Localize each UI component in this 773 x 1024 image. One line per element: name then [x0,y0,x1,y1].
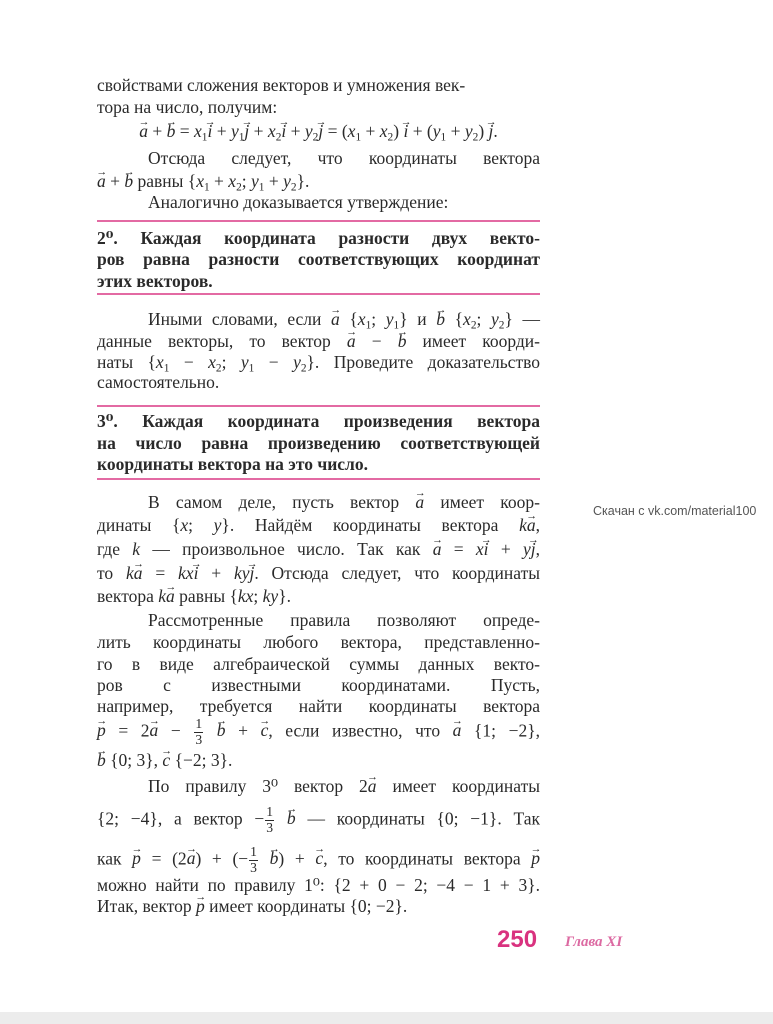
line-24 [97,653,540,675]
text-run: . [493,121,498,141]
subscript: 2 [215,362,222,375]
subscript: 1 [203,181,210,194]
vector-i: i → [484,541,489,559]
vector-a: a → [347,333,356,351]
text-run: + [198,563,234,583]
text-run: ; [188,515,214,535]
math-variable [155,352,170,375]
theorem-3-line-1 [97,410,540,432]
vector-p: p → [531,850,540,868]
vector-a: a → [453,722,462,740]
vector-c: c → [315,850,323,868]
text-run: , [535,539,540,559]
line-32 [97,874,540,896]
subscript: 2 [498,319,505,332]
text-run: {2; −4}, а вектор − [97,808,265,829]
variable-name: y [385,309,394,329]
text-run: } — [504,309,540,329]
theorem-2-bottom-rule [97,293,540,295]
variable-name: y [304,121,313,141]
text-run: самостоятельно. [97,372,220,392]
variable-name: kx [178,563,194,583]
text-run: = [441,539,476,559]
math-variable [293,352,307,375]
fraction-denominator: 3 [266,819,274,835]
line-21 [97,585,540,607]
vector-a: a → [97,173,106,191]
vector-j: j → [244,123,249,141]
theorem-2-top-rule [97,220,540,222]
subscript: 1 [258,181,265,194]
text-run: , [535,515,540,535]
theorem-3-top-rule [97,405,540,407]
variable-name: y [251,171,259,191]
text-run: ) + [278,848,316,869]
theorem-2-line-3 [97,270,540,292]
vector-a: a → [527,517,536,535]
subscript: 1 [440,131,447,144]
variable-name: k [519,515,527,535]
math-variable [132,539,140,559]
text-run: Иными словами, если [148,309,332,329]
line-12 [97,351,540,373]
text-run: }. [296,171,310,191]
line-5 [97,170,540,192]
variable-name: k [158,586,167,606]
variable-name: x [475,539,484,559]
math-variable [491,309,505,332]
page-number: 250 [497,926,538,953]
text-run: {−2; 3}. [170,750,233,770]
fraction-numerator: 1 [195,716,203,731]
text-run: ров с известными координатами. Пусть, [97,675,540,695]
theorem-3-line-3 [97,453,540,475]
text-run: — координаты {0; −1}. Так [295,808,541,829]
text-run: на число равна произведению соответствующей [97,433,540,453]
vector-j: j → [249,565,254,583]
text-run: ; [253,586,263,606]
subscript: 2 [387,131,394,144]
theorem-2-line-1 [97,227,540,249]
vector-j: j → [489,123,494,141]
line-4 [97,147,540,169]
fraction [265,805,274,835]
variable-name: x [228,171,237,191]
vector-i: i → [403,123,408,141]
vector-a: a → [415,494,424,512]
text-run: Итак, вектор [97,896,197,916]
text-run: ; [221,352,241,372]
variable-name: y [213,515,222,535]
vector-a: a → [368,778,377,796]
vector-j: j → [318,123,323,141]
line-26 [97,695,540,717]
vector-a: a → [166,588,175,606]
text-run: {0; 3}, [105,750,163,770]
text-run: {1; −2}, [461,720,540,741]
vector-b: b → [398,333,407,351]
variable-name: y [491,309,499,329]
vector-c: c → [261,722,269,740]
subscript: 1 [201,131,208,144]
line-33 [97,895,540,917]
vector-b: b → [270,850,279,868]
text-run: + [249,121,268,141]
text-run: + [286,121,305,141]
math-variable [464,121,479,144]
text-run: = 2 [105,720,150,741]
text-run: + [147,121,167,141]
variable-name: y [522,539,531,559]
text-run: наты { [97,352,156,372]
variable-name: x [347,121,356,141]
vector-p: p → [97,722,106,740]
text-run: лить координаты любого вектора, представленно- [97,632,540,652]
subscript: 1 [355,131,362,144]
text-run: ; [241,171,251,191]
math-variable [357,309,372,332]
text-run: − [355,331,398,351]
variable-name: y [230,121,239,141]
line-19 [97,538,540,560]
text-run: ) [478,121,489,141]
text-run: ; [476,309,491,329]
vector-a: a → [331,311,340,329]
line-30 [97,804,541,835]
subscript: 1 [248,362,255,375]
text-run [259,848,270,868]
subscript: 2 [470,319,477,332]
variable-name: x [155,352,164,372]
variable-name: y [432,121,441,141]
text-run: вектора [97,586,159,606]
subscript: 2 [312,131,319,144]
text-run: равны { [174,586,238,606]
text-run: + [446,121,465,141]
text-run: свойствами сложения векторов и умножения век- [97,75,466,95]
fraction [249,845,258,875]
line-23 [97,631,540,653]
variable-name: ky [233,563,250,583]
text-run: + [264,171,284,191]
text-run: Аналогично доказывается утверждение: [148,192,449,212]
subscript: 2 [275,131,282,144]
text-run: = (2 [140,848,187,869]
chapter-label: Глава XI [565,934,623,950]
variable-name: k [132,539,141,559]
text-run: }. Найдём координаты вектора [221,515,520,535]
variable-name: y [293,352,301,372]
variable-name: x [357,309,366,329]
text-run: + [212,121,231,141]
text-run: = ( [323,121,348,141]
text-run: имеет координаты [376,776,540,796]
theorem-2-line-2 [97,248,540,270]
variable-name: x [208,352,216,372]
text-run: + ( [408,121,433,141]
math-variable [228,171,242,194]
text-run: . Отсюда следует, что координаты [254,563,540,583]
text-run: = [142,563,179,583]
vector-j: j → [531,541,536,559]
text-run: + [488,539,523,559]
text-run: го в виде алгебраической суммы данных векто- [97,654,540,674]
text-run: }. Проведите доказательство [306,352,540,372]
vector-b: b → [97,752,106,770]
text-run: ) + (− [195,848,249,869]
text-run: координаты вектора на это число. [97,454,369,474]
text-run: равны { [133,171,197,191]
subscript: 2 [472,131,479,144]
variable-name: x [180,515,189,535]
text-run: , если известно, что [268,720,453,741]
text-run: − [158,720,194,741]
fraction-numerator: 1 [266,804,274,819]
text-run: { [445,309,464,329]
text-run: тора на число, получим: [97,97,278,117]
text-run: { [339,309,358,329]
text-run: Рассмотренные правила позволяют опреде- [148,610,540,630]
text-run: данные векторы, то вектор [97,331,347,351]
math-variable [180,515,188,535]
subscript: 2 [236,181,242,194]
text-run: По правилу 3⁰ вектор 2 [148,776,368,796]
variable-name: y [464,121,473,141]
vector-i: i → [194,565,199,583]
variable-name: x [196,171,204,191]
variable-name: x [379,121,388,141]
variable-name: x [463,309,471,329]
line-20 [97,562,540,584]
line-11 [97,330,540,352]
math-variable [263,586,279,606]
vector-a: a → [433,541,442,559]
text-run: ров равна разности соответствующих координат [97,249,540,269]
vector-b: b → [124,173,133,191]
text-run: ) [393,121,404,141]
vector-c: c → [162,752,170,770]
text-run: + [105,171,125,191]
subscript: 1 [365,319,372,332]
text-run: имеет координаты {0; −2}. [204,896,408,916]
variable-name: ky [262,586,279,606]
subscript: 2 [290,181,297,194]
text-run: В самом деле, пусть вектор [148,492,416,512]
text-run: то [97,563,126,583]
vector-a: a → [187,850,196,868]
variable-name: k [125,563,134,583]
line-31 [97,844,540,875]
vector-b: b → [287,810,296,828]
theorem-3-bottom-rule [97,478,540,480]
math-variable [379,121,394,144]
text-run: }. [278,586,291,606]
fraction-numerator: 1 [250,844,257,859]
text-run: можно найти по правилу 1⁰: {2 + 0 − 2; −4 − 1 + 3}. [97,875,540,895]
text-run: + [225,720,261,741]
vector-p: p → [132,850,141,868]
variable-name: y [240,352,249,372]
subscript: 1 [163,362,170,375]
line-27 [97,716,540,747]
variable-name: x [193,121,202,141]
line-6 [97,191,540,213]
line-13 [97,371,540,393]
math-variable [196,171,210,194]
line-17 [97,491,540,513]
text-run: динаты { [97,515,181,535]
text-run: − [169,352,209,372]
variable-name: kx [237,586,254,606]
math-variable [238,586,254,606]
variable-name: y [283,171,291,191]
vector-b: b → [436,311,445,329]
vector-a: a → [134,565,143,583]
vector-p: p → [196,898,205,916]
variable-name: x [267,121,276,141]
line-29 [97,775,540,797]
text-run: ; [371,309,386,329]
text-run [204,720,217,740]
text-run: например, требуется найти координаты вектора [97,696,540,716]
theorem-3-line-2 [97,432,540,454]
text-run [275,808,287,828]
math-variable [240,352,255,375]
text-run: имеет коорди- [406,331,540,351]
fraction-denominator: 3 [195,731,203,747]
vector-i: i → [281,123,286,141]
text-run: — произвольное число. Так как [140,539,433,559]
text-run: этих векторов. [97,271,213,291]
text-run: = [175,121,194,141]
page-bottom-edge [0,1012,773,1024]
vector-a: a → [150,722,159,740]
math-variable [283,171,297,194]
line-18 [97,514,540,536]
formula-vector-sum [97,120,540,142]
subscript: 1 [238,131,245,144]
text-run: как [97,848,133,869]
line-28 [97,749,540,771]
math-variable [208,352,222,375]
math-variable [463,309,477,332]
text-run: Отсюда следует, что координаты вектора [148,148,540,168]
text-run: 3⁰. Каждая координата произведения вектора [97,411,540,431]
fraction [194,717,203,747]
download-watermark: Скачан с vk.com/material100 [593,504,757,518]
line-1 [97,74,540,96]
text-run: + [209,171,229,191]
text-run: } и [399,309,437,329]
text-run: , то координаты вектора [323,848,532,869]
text-run: где [97,539,133,559]
math-variable [251,171,265,194]
line-10 [97,308,540,330]
vector-b: b → [167,123,176,141]
vector-b: b → [217,722,226,740]
subscript: 1 [393,319,400,332]
text-run: 2⁰. Каждая координата разности двух векто- [97,228,540,248]
text-run: + [361,121,380,141]
vector-a: a → [139,123,148,141]
vector-i: i → [207,123,212,141]
math-variable [347,121,362,144]
line-25 [97,674,540,696]
subscript: 2 [300,362,307,375]
line-22 [97,609,540,631]
text-run: − [254,352,294,372]
text-run: имеет коор- [424,492,540,512]
math-variable [432,121,447,144]
fraction-denominator: 3 [250,859,257,875]
